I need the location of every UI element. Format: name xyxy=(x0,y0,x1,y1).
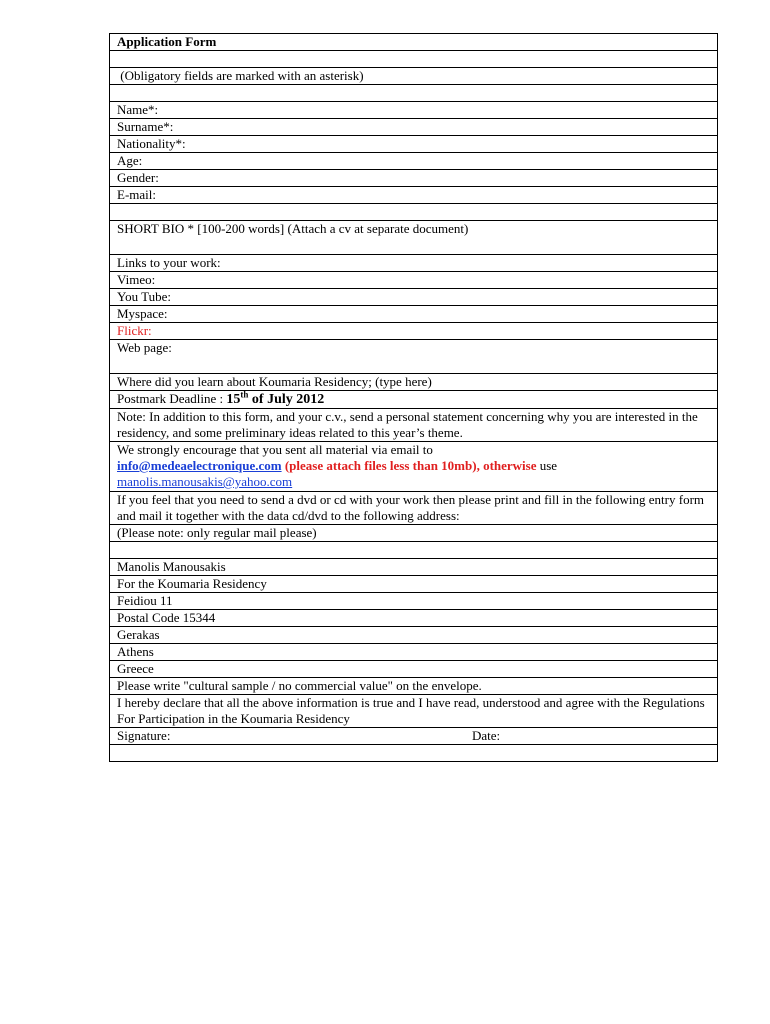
address-area: Gerakas xyxy=(110,627,718,644)
application-form-table xyxy=(109,33,718,762)
address-name: Manolis Manousakis xyxy=(110,559,718,576)
name-field[interactable]: Name*: xyxy=(110,102,718,119)
short-bio-field[interactable] xyxy=(110,221,718,255)
postmark-deadline: Postmark Deadline : 15th of July 2012 xyxy=(110,391,718,409)
myspace-field[interactable]: Myspace: xyxy=(110,306,718,323)
address-street: Feidiou 11 xyxy=(110,593,718,610)
youtube-field[interactable]: You Tube: xyxy=(110,289,718,306)
dvd-note: If you feel that you need to send a dvd or cd with your work then please print and fill in the following entry form and mail it together with the data cd/dvd to the following address: xyxy=(110,492,718,525)
blank-row xyxy=(110,542,718,559)
address-country: Greece xyxy=(110,661,718,678)
email-encourage: We strongly encourage that you sent all material via email to info@medeaelectronique.com (please attach files less than 10mb), otherwise use manolis.manousakis@yahoo.com xyxy=(110,442,718,492)
declaration-text: I hereby declare that all the above information is true and I have read, understood and agree with the Regulations For Participation in the Koumaria Residency xyxy=(110,695,718,728)
flickr-field[interactable]: Flickr: xyxy=(110,323,718,340)
age-field[interactable]: Age: xyxy=(110,153,718,170)
signature-label: Signature: xyxy=(117,728,171,743)
obligatory-note: (Obligatory fields are marked with an asterisk) xyxy=(110,68,718,85)
learn-about-field[interactable]: Where did you learn about Koumaria Residency; (type here) xyxy=(110,374,718,391)
form-title: Application Form xyxy=(110,34,718,51)
regular-mail-note: (Please note: only regular mail please) xyxy=(110,525,718,542)
primary-email-link[interactable]: info@medeaelectronique.com xyxy=(117,458,282,473)
nationality-field[interactable]: Nationality*: xyxy=(110,136,718,153)
blank-row xyxy=(110,745,718,762)
webpage-field[interactable]: Web page: xyxy=(110,340,718,374)
note-text: Note: In addition to this form, and your c.v., send a personal statement concerning why you are interested in the residency, and some preliminary ideas related to this year’s theme. xyxy=(110,409,718,442)
envelope-note: Please write "cultural sample / no commercial value" on the envelope. xyxy=(110,678,718,695)
gender-field[interactable]: Gender: xyxy=(110,170,718,187)
blank-row xyxy=(110,51,718,68)
blank-row xyxy=(110,204,718,221)
address-city: Athens xyxy=(110,644,718,661)
signature-row[interactable] xyxy=(110,728,718,745)
address-org: For the Koumaria Residency xyxy=(110,576,718,593)
blank-row xyxy=(110,85,718,102)
short-bio-label: SHORT BIO * [100-200 words] (Attach a cv at separate document) xyxy=(117,221,469,236)
surname-field[interactable]: Surname*: xyxy=(110,119,718,136)
links-heading: Links to your work: xyxy=(110,255,718,272)
date-label: Date: xyxy=(472,728,501,743)
secondary-email-link[interactable]: manolis.manousakis@yahoo.com xyxy=(117,474,293,489)
email-field[interactable]: E-mail: xyxy=(110,187,718,204)
vimeo-field[interactable]: Vimeo: xyxy=(110,272,718,289)
address-postal: Postal Code 15344 xyxy=(110,610,718,627)
